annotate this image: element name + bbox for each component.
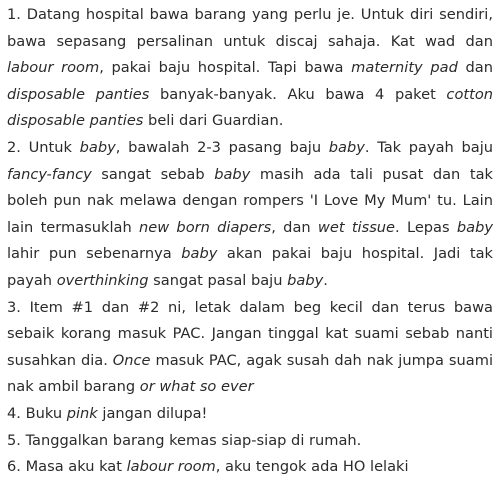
body-text: , aku tengok ada HO lelaki: [215, 458, 409, 476]
emphasis-text: maternity pad: [351, 59, 458, 77]
emphasis-text: baby: [214, 165, 251, 183]
emphasis-text: baby: [456, 218, 493, 236]
body-text: , pakai baju hospital. Tapi bawa: [99, 59, 352, 77]
body-text: . Tak payah baju: [364, 138, 493, 156]
emphasis-text: baby: [287, 271, 324, 289]
body-text: banyak-banyak. Aku bawa 4 paket: [149, 85, 447, 103]
list-item: [7, 295, 493, 401]
body-text: jangan dilupa!: [97, 404, 208, 422]
body-text: masih ada tali pusat dan tak boleh pun nak melawa dengan rompers 'I Love My Mum' tu. Lain lain termasuklah: [7, 165, 493, 236]
list-item: [7, 454, 493, 481]
body-text: masuk PAC, agak susah dah nak jumpa suami nak ambil barang: [7, 351, 493, 396]
emphasis-text: baby: [79, 138, 116, 156]
body-text: , bawalah 2-3 pasang baju: [115, 138, 329, 156]
body-text: . Lepas: [395, 218, 457, 236]
emphasis-text: wet tissue: [317, 218, 396, 236]
emphasis-text: cotton disposable panties: [7, 85, 493, 130]
emphasis-text: pink: [66, 404, 98, 422]
body-text: .: [323, 271, 328, 289]
body-text: sangat sebab: [91, 165, 215, 183]
list-item: [7, 428, 493, 455]
list-item: [7, 401, 493, 428]
body-text: 4. Buku: [7, 404, 67, 422]
emphasis-text: labour room: [126, 458, 216, 476]
emphasis-text: labour room: [7, 59, 100, 77]
emphasis-text: overthinking: [56, 271, 149, 289]
body-text: 1. Datang hospital bawa barang yang perlu je. Untuk diri sendiri, bawa sepasang persalinan untuk discaj sahaja. Kat wad dan: [7, 6, 493, 50]
body-text: lahir pun sebenarnya: [7, 245, 182, 263]
body-text: 5. Tanggalkan barang kemas siap-siap di rumah.: [7, 431, 362, 449]
emphasis-text: fancy-fancy: [7, 165, 92, 183]
body-text: , dan: [271, 218, 318, 236]
body-text: beli dari Guardian.: [143, 112, 284, 130]
emphasis-text: baby: [328, 138, 365, 156]
body-text: sangat pasal baju: [148, 271, 288, 289]
emphasis-text: Once: [112, 351, 151, 369]
emphasis-text: baby: [181, 245, 218, 263]
emphasis-text: new born diapers: [139, 218, 272, 236]
list-item: [7, 135, 493, 295]
emphasis-text: or what so ever: [139, 378, 254, 396]
list-item: [7, 2, 493, 135]
article-body: [7, 2, 493, 481]
emphasis-text: disposable panties: [7, 85, 150, 103]
body-text: 2. Untuk: [7, 138, 80, 156]
body-text: dan: [457, 59, 493, 77]
body-text: 6. Masa aku kat: [7, 458, 127, 476]
body-text: 3. Item #1 dan #2 ni, letak dalam beg kecil dan terus bawa sebaik korang masuk PAC. Jangan tinggal kat suami sebab nanti susahkan dia.: [7, 298, 493, 369]
body-text: akan pakai baju hospital. Jadi tak payah: [7, 245, 493, 289]
